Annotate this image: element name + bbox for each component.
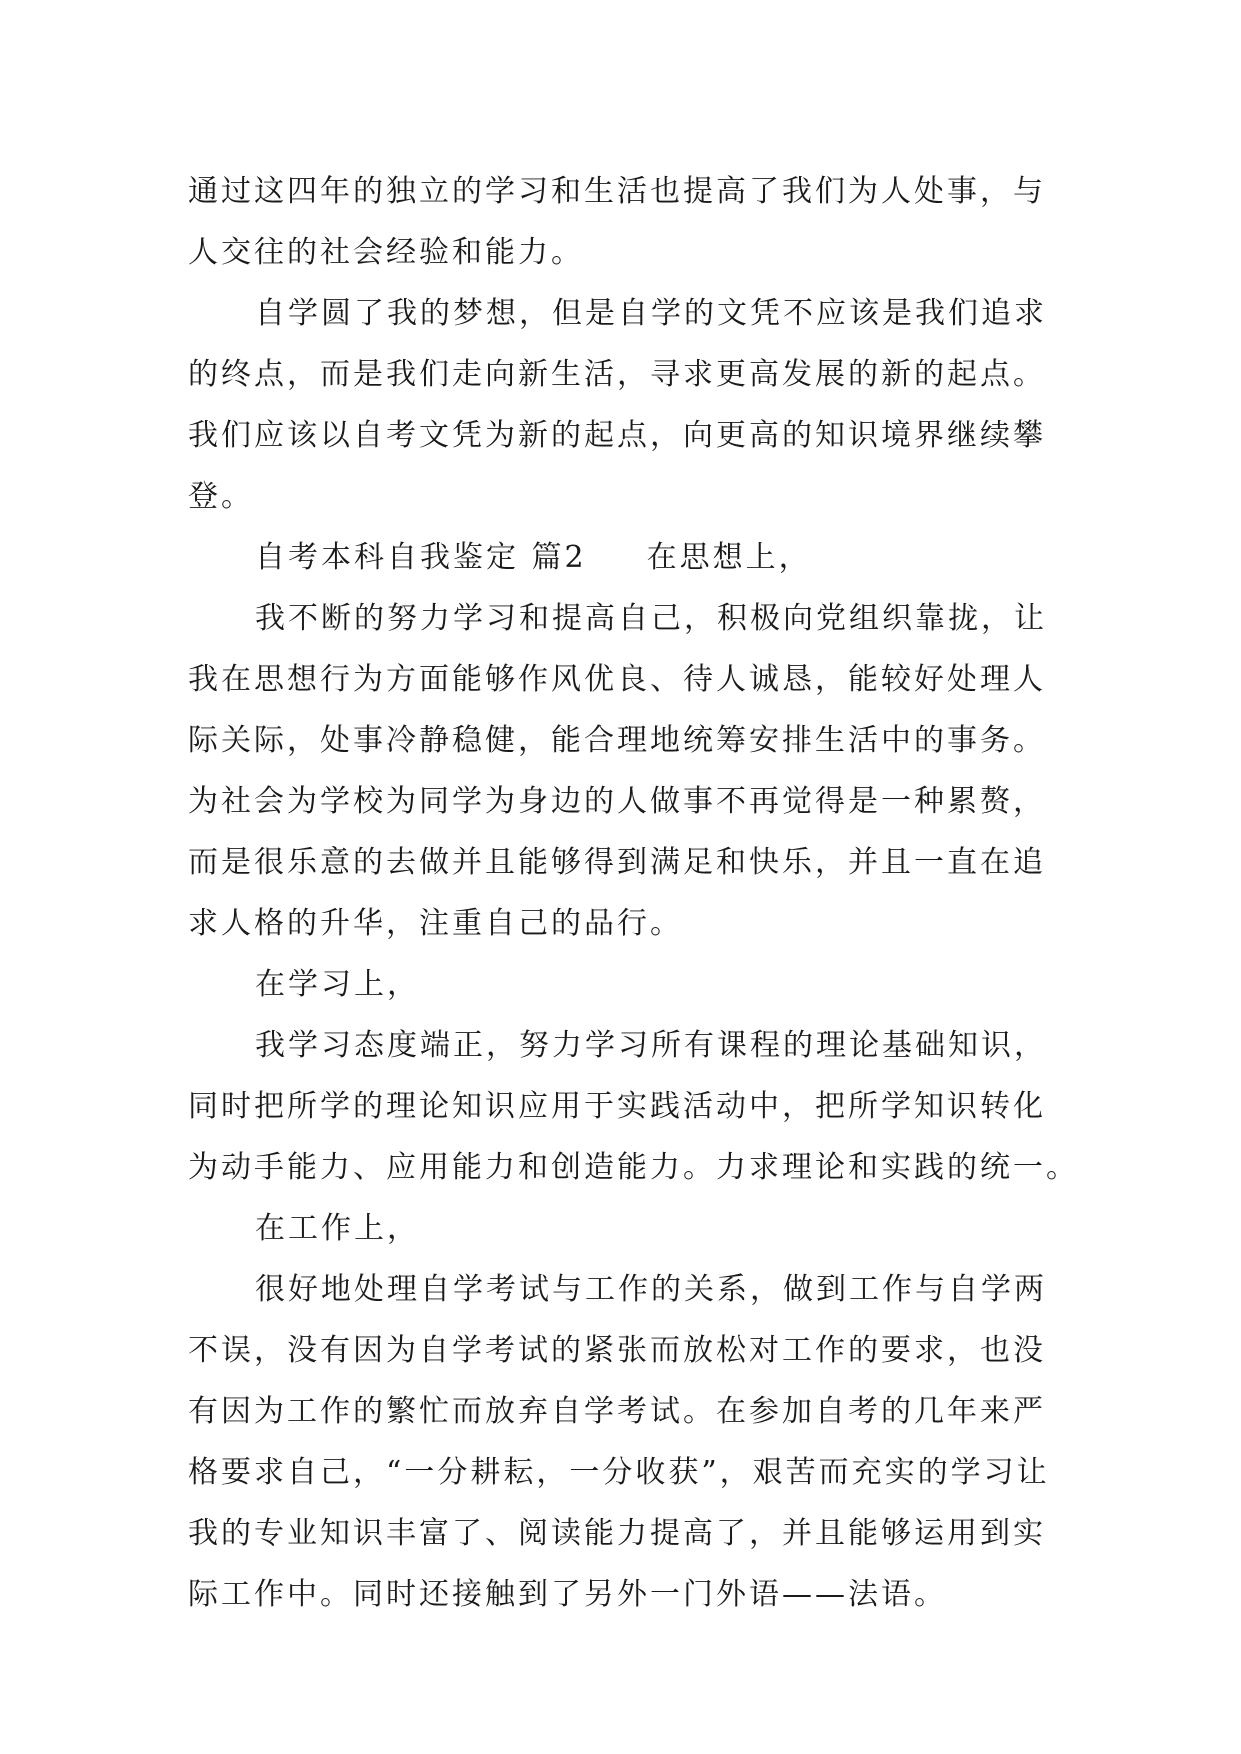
paragraph-line: 登。 <box>188 479 254 514</box>
section-subtitle: 在思想上， <box>646 540 812 575</box>
paragraph-line: 的终点，而是我们走向新生活，寻求更高发展的新的起点。 <box>188 357 1046 392</box>
paragraph-line: 求人格的升华，注重自己的品行。 <box>188 906 683 941</box>
paragraph-line: 很好地处理自学考试与工作的关系，做到工作与自学两 <box>255 1272 1047 1307</box>
paragraph-line: 际工作中。同时还接触到了另外一门外语——法语。 <box>188 1577 947 1612</box>
paragraph-line: 有因为工作的繁忙而放弃自学考试。在参加自考的几年来严 <box>188 1394 1046 1429</box>
document-body <box>188 161 1079 1625</box>
paragraph-line: 为动手能力、应用能力和创造能力。力求理论和实践的统一。 <box>188 1150 1079 1185</box>
section-title: 自考本科自我鉴定 篇2 <box>255 540 587 575</box>
paragraph-line: 通过这四年的独立的学习和生活也提高了我们为人处事，与 <box>188 174 1046 209</box>
paragraph-line: 自学圆了我的梦想，但是自学的文凭不应该是我们追求 <box>255 296 1047 331</box>
paragraph-line: 而是很乐意的去做并且能够得到满足和快乐，并且一直在追 <box>188 845 1046 880</box>
paragraph-line: 为社会为学校为同学为身边的人做事不再觉得是一种累赘， <box>188 784 1046 819</box>
paragraph-line: 不误，没有因为自学考试的紧张而放松对工作的要求，也没 <box>188 1333 1046 1368</box>
paragraph-line: 格要求自己，“一分耕耘，一分收获”，艰苦而充实的学习让 <box>188 1455 1050 1490</box>
paragraph-line: 我在思想行为方面能够作风优良、待人诚恳，能较好处理人 <box>188 662 1046 697</box>
paragraph-line: 我的专业知识丰富了、阅读能力提高了，并且能够运用到实 <box>188 1516 1046 1551</box>
paragraph-line: 我不断的努力学习和提高自己，积极向党组织靠拢，让 <box>255 601 1047 636</box>
paragraph-line: 同时把所学的理论知识应用于实践活动中，把所学知识转化 <box>188 1089 1046 1124</box>
paragraph-line: 我学习态度端正，努力学习所有课程的理论基础知识， <box>255 1028 1047 1063</box>
section-heading <box>188 527 1068 588</box>
subheading-work: 在工作上， <box>255 1211 420 1246</box>
subheading-study: 在学习上， <box>255 967 420 1002</box>
paragraph-line: 际关际，处事冷静稳健，能合理地统筹安排生活中的事务。 <box>188 723 1046 758</box>
paragraph-line: 人交往的社会经验和能力。 <box>188 235 584 270</box>
paragraph-line: 我们应该以自考文凭为新的起点，向更高的知识境界继续攀 <box>188 418 1046 453</box>
